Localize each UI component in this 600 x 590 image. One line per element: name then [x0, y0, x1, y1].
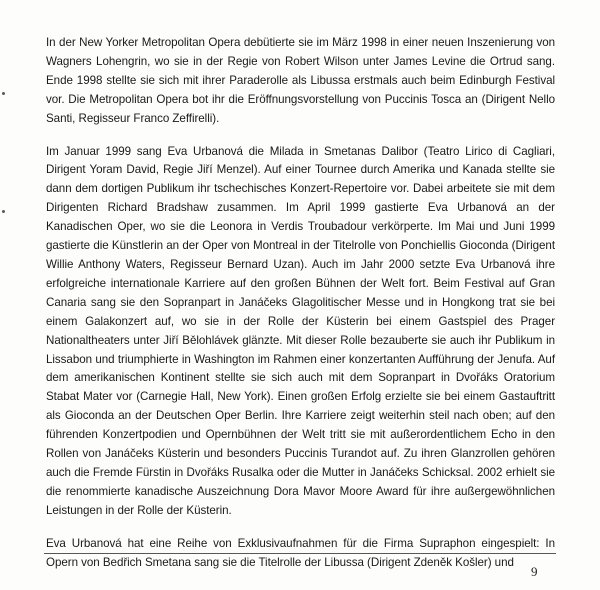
binding-mark — [2, 210, 5, 213]
body-text — [46, 34, 555, 572]
page-number: 9 — [531, 564, 538, 579]
paragraph-metropolitan-debut: In der New Yorker Metropolitan Opera debütierte sie im März 1998 in einer neuen Inszenierung von Wagners Lohengrin, wo sie in der Regie von Robert Wilson unter James Levine die Ortrud sang. Ende 1998 stellte sie sich mit ihrer Paraderolle als Libussa erstmals auch beim Edinburgh Festival vor. Die Metropolitan Opera bot ihr die Eröffnungsvorstellung von Puccinis Tosca an (Dirigent Nello Santi, Regisseur Franco Zeffirelli). — [46, 36, 555, 125]
paragraph-career-1999-2002: Im Januar 1999 sang Eva Urbanová die Milada in Smetanas Dalibor (Teatro Lirico di Cagliari, Dirigent Yoram David, Regie Jiří Menzel). Auf einer Tournee durch Amerika und Kanada stellte sie dann dem dortigen Publikum ihr tschechisches Konzert-Repertoire vor. Dabei arbeitete sie mit dem Dirigenten Richard Bradshaw zusammen. Im April 1999 gastierte Eva Urbanová an der Kanadischen Oper, wo sie die Leonora in Verdis Troubadour verkörperte. Im Mai und Juni 1999 gastierte die Künstlerin an der Oper von Montreal in der Titelrolle von Ponchiellis Gioconda (Dirigent Willie Anthony Waters, Regisseur Bernard Uzan). Auch im Jahr 2000 setzte Eva Urbanová ihre erfolgreiche internationale Karriere auf den großen Bühnen der Welt fort. Beim Festival auf Gran Canaria sang sie den Sopranpart in Janáčeks Glagolitischer Messe und in Hongkong trat sie bei einem Galakonzert auf, wo sie in der Rolle der Küsterin bei einem Gastspiel des Prager Nationaltheaters unter Jiří Bělohlávek glänzte. Mit dieser Rolle bezauberte sie auch ihr Publikum in Lissabon und triumphierte in Washington im Rahmen einer konzertanten Aufführung der Jenufa. Auf dem amerikanischen Kontinent stellte sie sich auch mit dem Sopranpart in Dvořáks Oratorium Stabat Mater vor (Carnegie Hall, New York). Einen großen Erfolg erzielte sie bei einem Gastauftritt als Gioconda an der Deutschen Oper Berlin. Ihre Karriere zeigt weiterhin steil nach oben; auf den führenden Konzertpodien und Opernbühnen der Welt tritt sie mit außerordentlichem Echo in den Rollen von Janáčeks Küsterin und besonders Puccinis Turandot auf. Zu ihren Glanzrollen gehören auch die Fremde Fürstin in Dvořáks Rusalka oder die Mutter in Janáčeks Schicksal. 2002 erhielt sie die renommierte kanadische Auszeichnung Dora Mavor Moore Award für ihre außergewöhnlichen Leistungen in der Rolle der Küsterin. — [46, 144, 555, 517]
paragraph-supraphon-recordings: Eva Urbanová hat eine Reihe von Exklusivaufnahmen für die Firma Supraphon eingespielt: In Opern von Bedřich Smetana sang sie die Titelrolle der Libussa (Dirigent Zdeněk Košler) und — [46, 536, 555, 569]
footer-rule — [44, 553, 556, 554]
binding-mark — [2, 92, 5, 95]
